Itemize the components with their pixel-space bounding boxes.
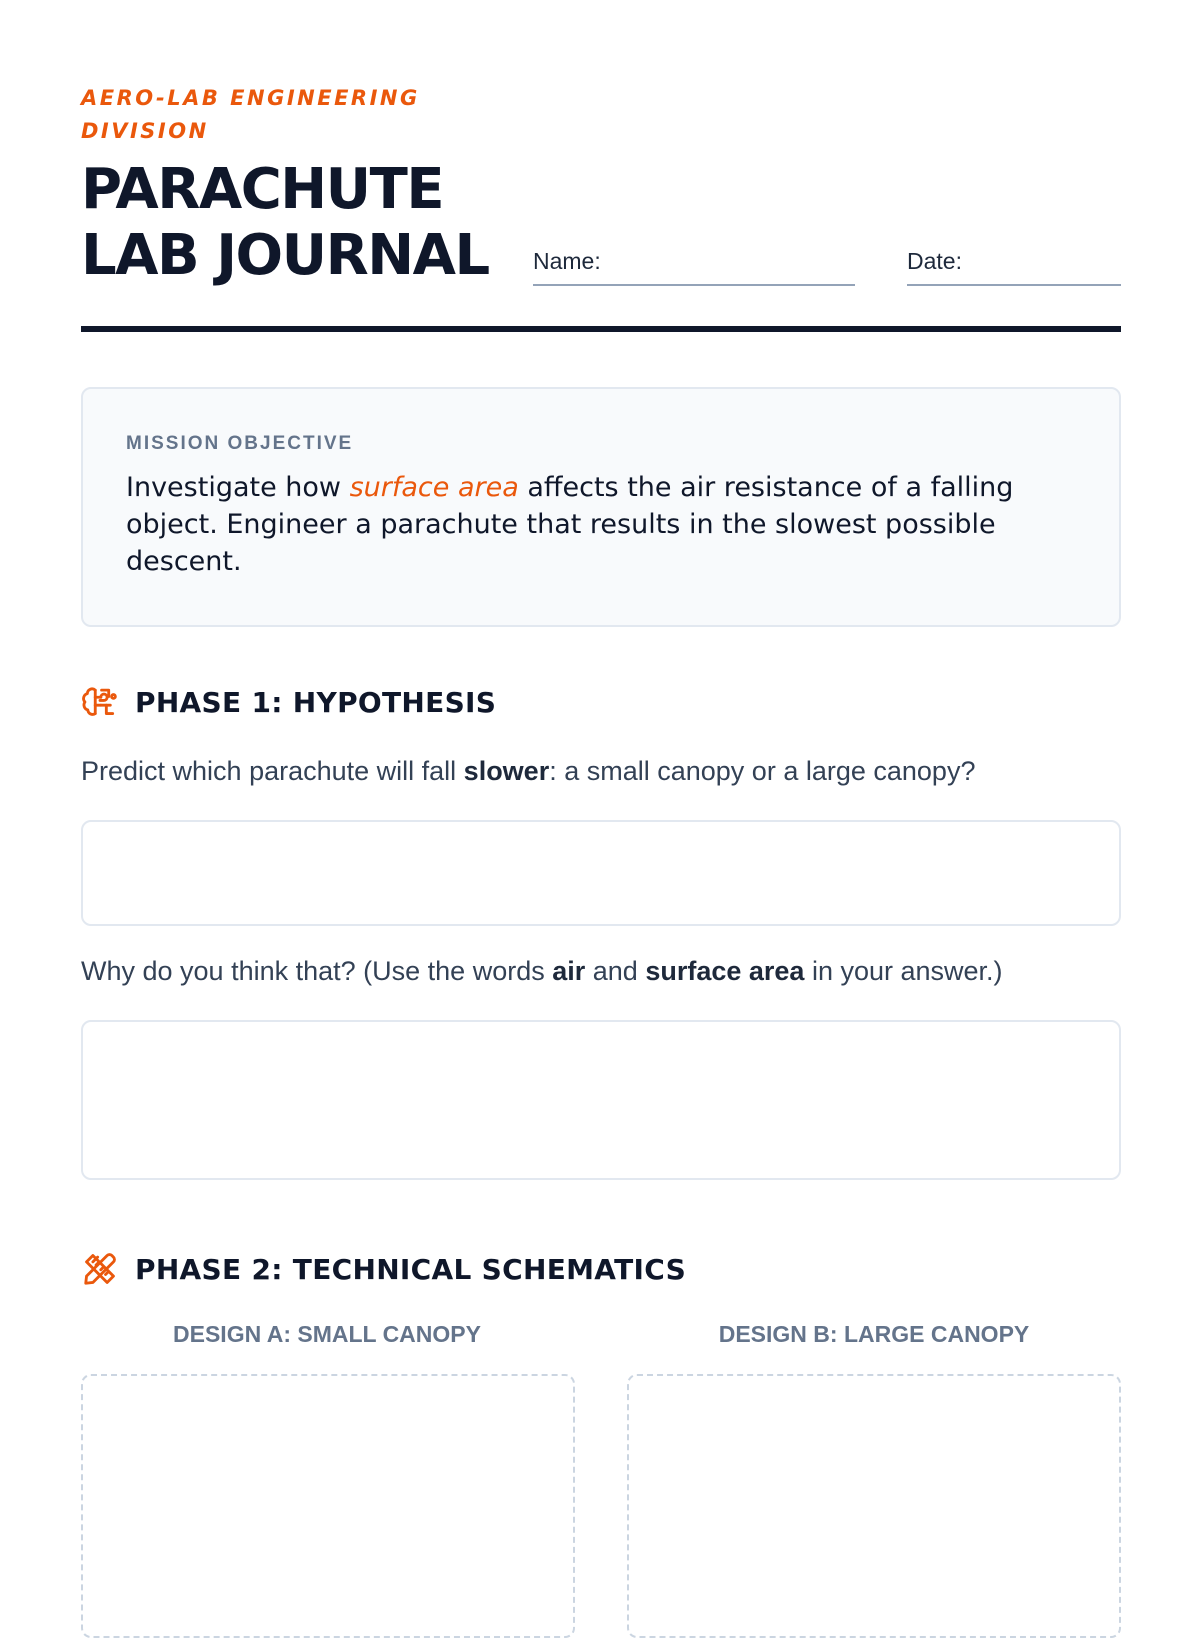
mission-objective-box xyxy=(81,387,1121,627)
q1-text-start: Predict which parachute will fall xyxy=(81,756,464,786)
q2-text-start: Why do you think that? (Use the words xyxy=(81,956,553,986)
mission-text-start: Investigate how xyxy=(126,472,350,503)
q2-text-end: in your answer.) xyxy=(804,956,1003,986)
header-divider xyxy=(81,326,1121,332)
date-field[interactable] xyxy=(907,244,1121,286)
q2-emphasis-surface-area: surface area xyxy=(645,956,805,986)
pencil-ruler-icon xyxy=(81,1250,119,1288)
q1-emphasis: slower xyxy=(463,756,550,786)
page-title xyxy=(81,157,541,289)
design-a-label: DESIGN A: SMALL CANOPY xyxy=(173,1321,481,1347)
phase-1-title: PHASE 1: HYPOTHESIS xyxy=(135,685,497,719)
hypothesis-answer-2[interactable] xyxy=(81,1020,1121,1180)
mission-highlight: surface area xyxy=(349,472,519,503)
q2-emphasis-air: air xyxy=(552,956,586,986)
design-b-label: DESIGN B: LARGE CANOPY xyxy=(718,1321,1030,1347)
mission-heading: MISSION OBJECTIVE xyxy=(126,433,354,454)
design-b-sketch-area[interactable] xyxy=(627,1374,1121,1638)
title-line-2: LAB JOURNAL xyxy=(81,223,489,288)
hypothesis-answer-1[interactable] xyxy=(81,820,1121,926)
hypothesis-question-1 xyxy=(81,756,975,787)
division-label: AERO-LAB ENGINEERING DIVISION xyxy=(81,86,420,143)
q1-text-end: : a small canopy or a large canopy? xyxy=(549,756,976,786)
hypothesis-question-2 xyxy=(81,956,1003,987)
title-line-1: PARACHUTE xyxy=(81,157,444,222)
design-a-sketch-area[interactable] xyxy=(81,1374,575,1638)
brain-icon xyxy=(81,683,119,721)
phase-1-heading xyxy=(81,683,496,721)
q2-text-mid: and xyxy=(585,956,646,986)
mission-text-end: affects the air resistance of a falling object. Engineer a parachute that results in the slowest possible descent. xyxy=(126,472,1014,577)
mission-text xyxy=(126,469,1086,580)
date-label: Date: xyxy=(907,248,962,274)
name-label: Name: xyxy=(533,248,601,274)
phase-2-heading xyxy=(81,1250,686,1288)
phase-2-title: PHASE 2: TECHNICAL SCHEMATICS xyxy=(135,1252,687,1286)
name-field[interactable] xyxy=(533,244,855,286)
